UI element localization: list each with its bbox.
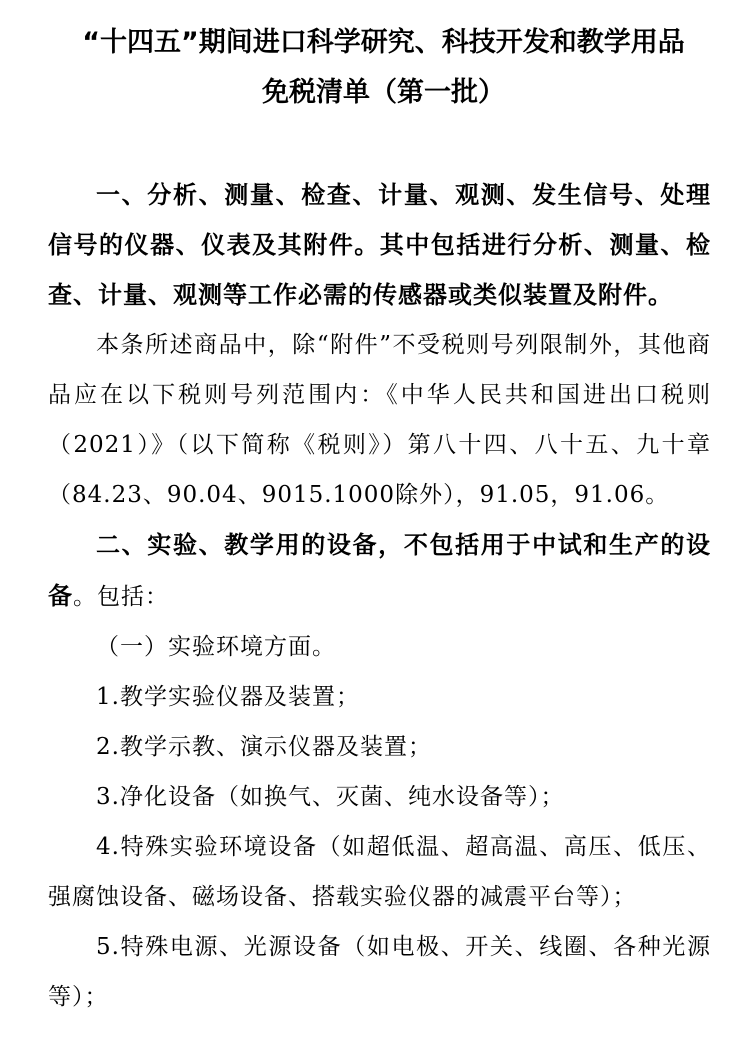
section-2-heading — [48, 520, 711, 622]
list-item: 3.净化设备（如换气、灭菌、纯水设备等）； — [96, 784, 565, 810]
section-2-heading-bold: 二、实验、教学用的设备，不包括用于中试和生产的设备 — [48, 531, 711, 610]
document-title — [48, 18, 711, 118]
list-item: 1.教学实验仪器及装置； — [96, 684, 360, 710]
title-spacer — [48, 118, 711, 170]
section-1-heading: 一、分析、测量、检查、计量、观测、发生信号、处理信号的仪器、仪表及其附件。其中包括进行分析、测量、检查、计量、观测等工作必需的传感器或类似装置及附件。 — [48, 181, 711, 309]
title-line-1: “十四五”期间进口科学研究、科技开发和教学用品 — [82, 27, 685, 58]
list-item: 4.特殊实验环境设备（如超低温、超高温、高压、低压、强腐蚀设备、磁场设备、搭载实验仪器的减震平台等）； — [48, 834, 711, 910]
title-line-2: 免税清单（第一批） — [262, 77, 505, 108]
section-2-heading-tail: 。包括： — [73, 584, 169, 610]
list-item: 2.教学示教、演示仪器及装置； — [96, 734, 432, 760]
list-item: 5.特殊电源、光源设备（如电极、开关、线圈、各种光源等）； — [48, 934, 711, 1010]
section-1-note: 本条所述商品中，除“附件”不受税则号列限制外，其他商品应在以下税则号列范围内：《中华人民共和国进出口税则（2021）》（以下简称《税则》）第八十四、八十五、九十章（84.23、90.04、9015.1000除外），91.05，91.06。 — [48, 332, 711, 508]
subsection-1-heading: （一）实验环境方面。 — [96, 634, 336, 660]
